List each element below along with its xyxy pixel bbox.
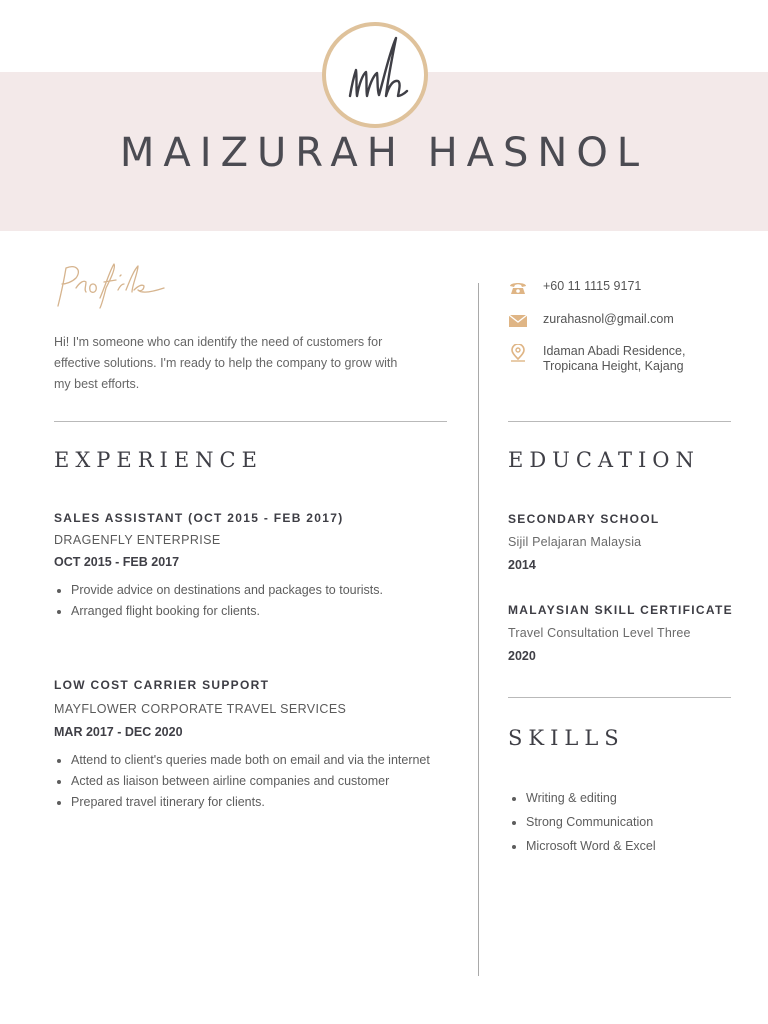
column-divider [478,283,479,976]
job-duties-list [54,580,383,622]
monogram-logo [322,22,428,128]
phone-number: +60 11 1115 9171 [543,279,642,293]
job-title: SALES ASSISTANT (OCT 2015 - FEB 2017) [54,511,344,525]
profile-summary: Hi! I'm someone who can identify the need of customers for effective solutions. I'm ready to help the company to grow with my best efforts. [54,335,398,391]
education-subtitle: Travel Consultation Level Three [508,626,691,640]
list-item: • Microsoft Word & Excel [526,834,656,858]
list-item: • Acted as liaison between airline companies and customer [71,771,430,792]
job-company: MAYFLOWER CORPORATE TRAVEL SERVICES [54,702,347,716]
monogram-script-icon [326,26,424,124]
education-subtitle: Sijil Pelajaran Malaysia [508,535,642,549]
list-item: • Arranged flight booking for clients. [71,601,383,622]
job-title: LOW COST CARRIER SUPPORT [54,678,270,692]
job-duties-list [54,750,430,813]
address-line-1: Idaman Abadi Residence, [543,344,686,358]
list-item: • Strong Communication [526,810,656,834]
mail-icon [508,312,528,330]
profile-script-heading-icon [52,258,170,310]
candidate-name: MAIZURAH HASNOL [119,130,649,176]
list-item: • Writing & editing [526,786,656,810]
email-address: zurahasnol@gmail.com [543,312,674,326]
job-company: DRAGENFLY ENTERPRISE [54,533,221,547]
list-item: • Attend to client's queries made both on email and via the internet [71,750,430,771]
right-divider-bottom [508,697,731,698]
education-year: 2020 [508,649,536,663]
experience-heading: EXPERIENCE [54,448,263,472]
education-year: 2014 [508,558,536,572]
list-item: • Provide advice on destinations and packages to tourists. [71,580,383,601]
job-dates: OCT 2015 - FEB 2017 [54,555,180,569]
education-heading: EDUCATION [508,448,700,472]
phone-icon [508,279,528,297]
skills-list [509,786,656,858]
left-divider [54,421,447,422]
skills-heading: SKILLS [508,726,625,750]
right-divider-top [508,421,731,422]
education-title: SECONDARY SCHOOL [508,512,660,526]
location-pin-icon [508,344,528,362]
job-dates: MAR 2017 - DEC 2020 [54,725,183,739]
address-line-2: Tropicana Height, Kajang [543,359,684,373]
profile-heading [52,258,170,315]
list-item: • Prepared travel itinerary for clients. [71,792,430,813]
education-title: MALAYSIAN SKILL CERTIFICATE [508,603,733,617]
